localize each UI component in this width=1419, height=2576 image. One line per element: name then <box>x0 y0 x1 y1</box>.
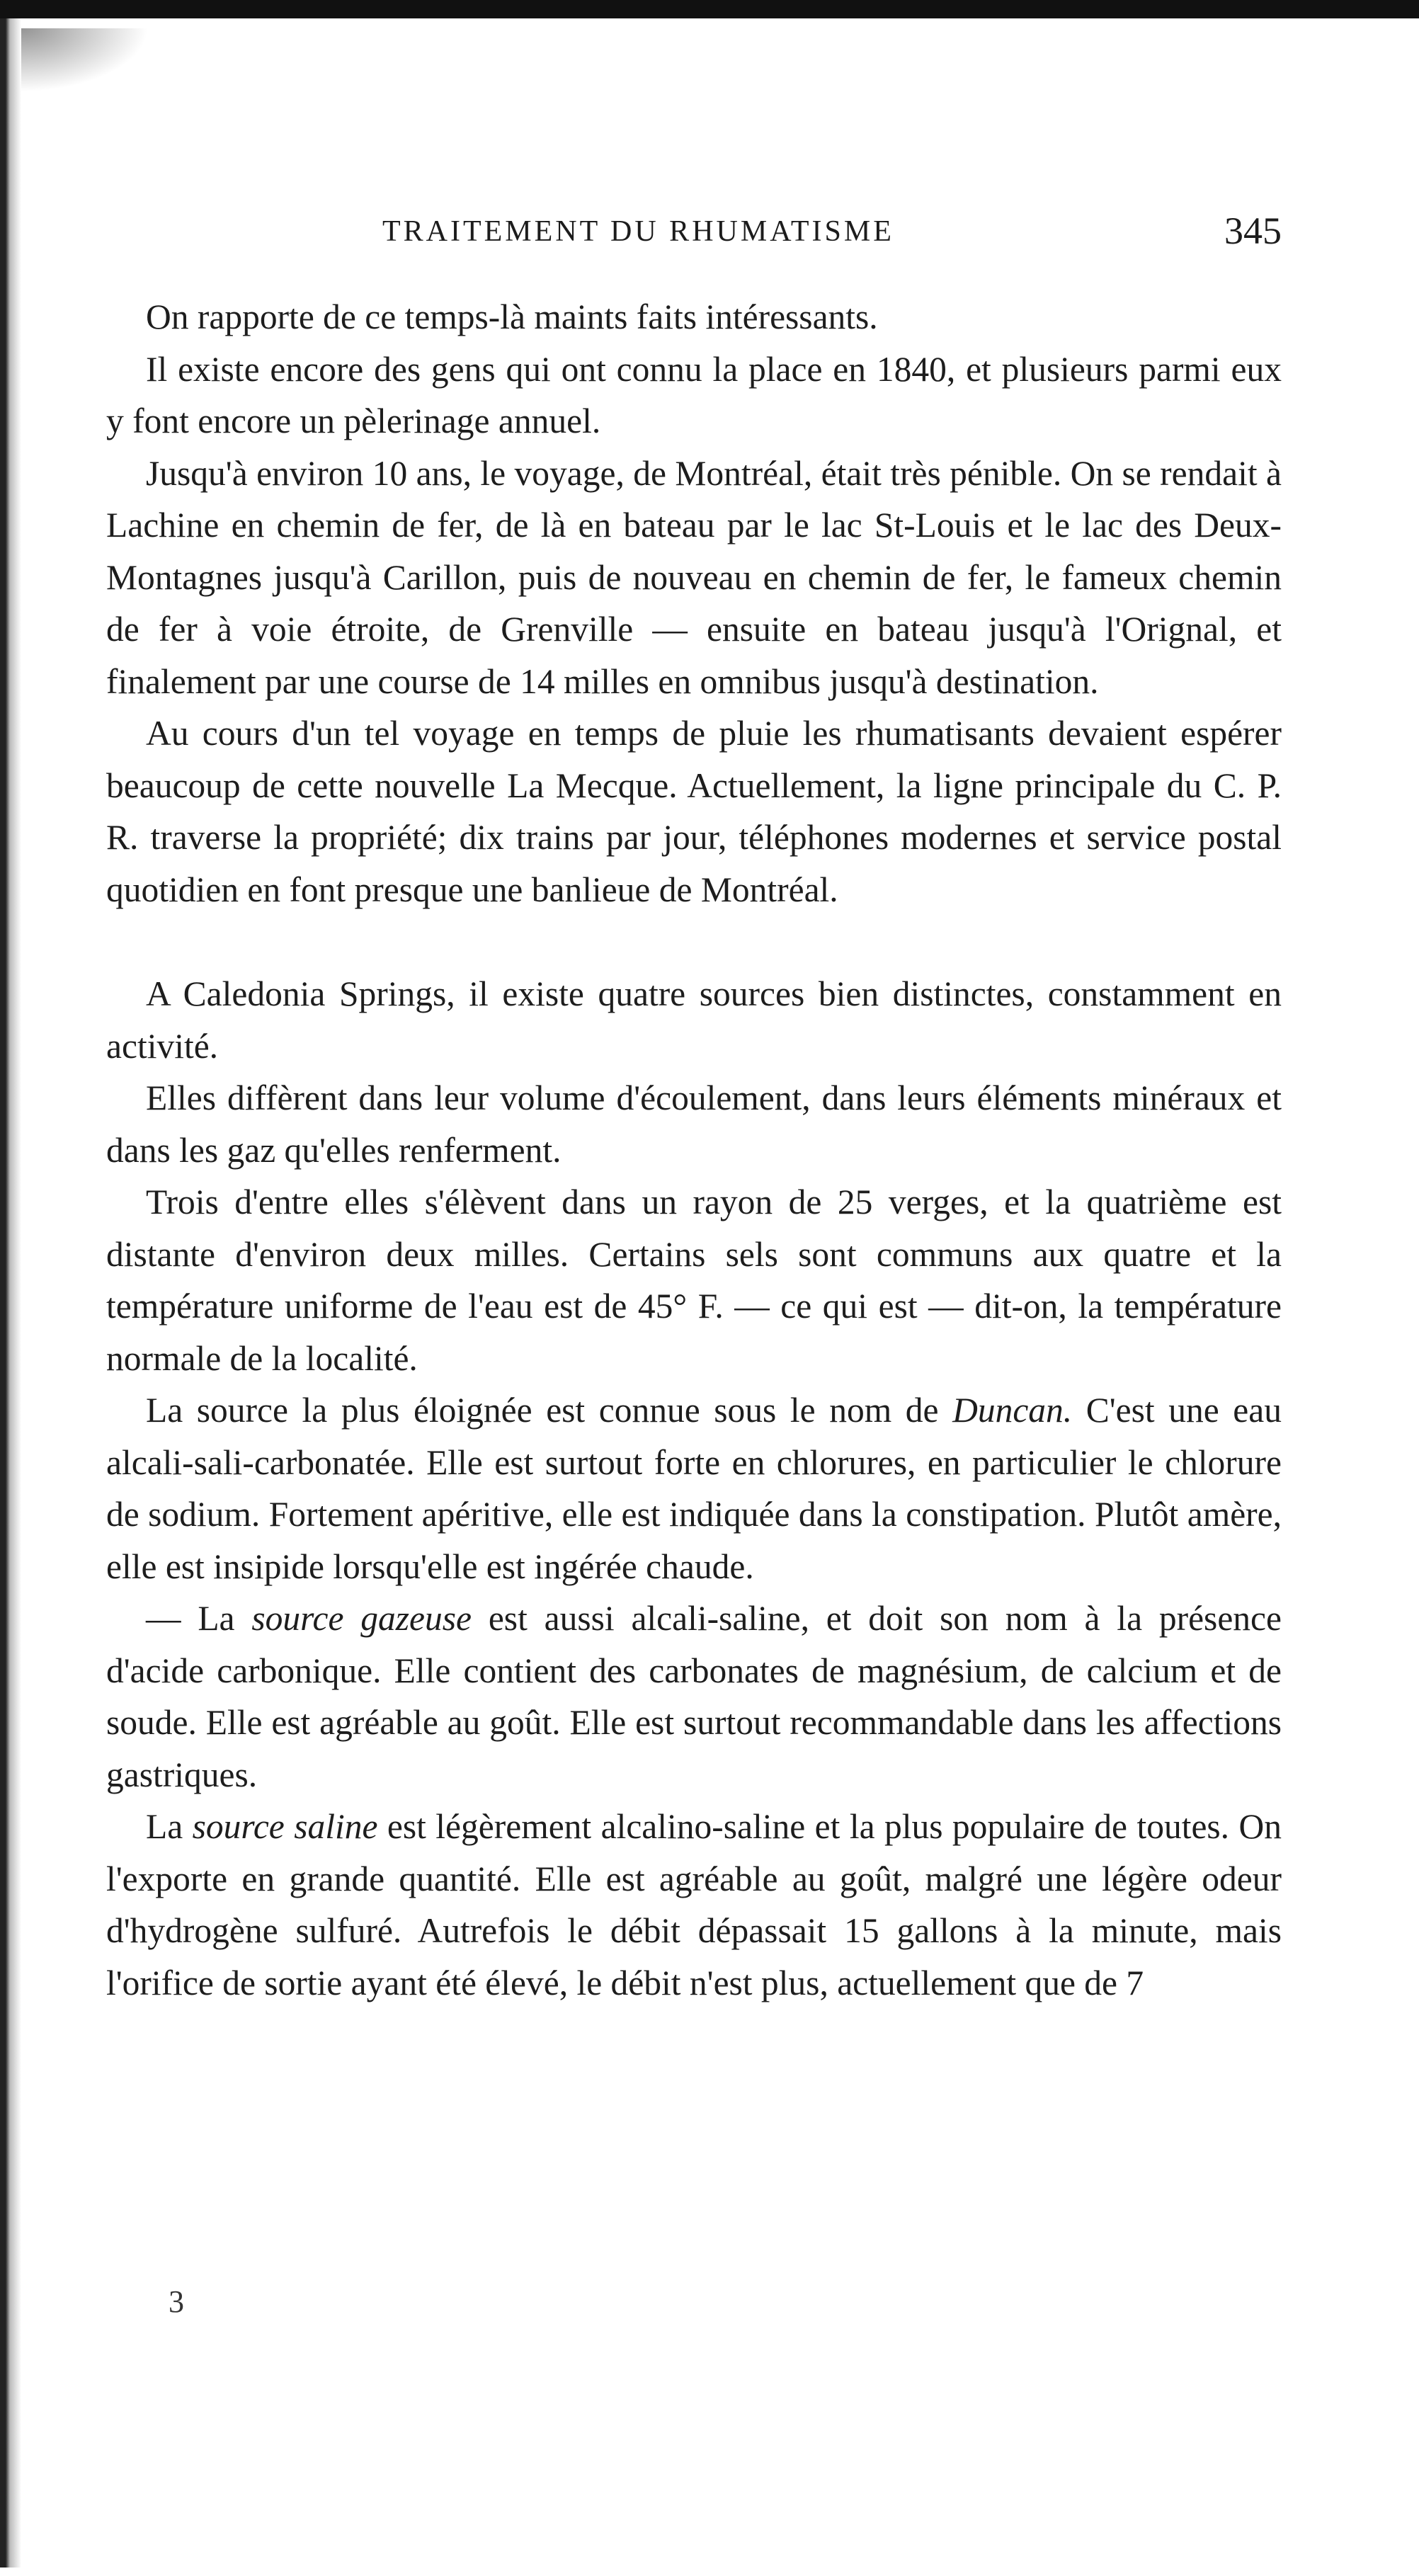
paragraph-10-end: est légèrement alcalino-saline et la plus populaire de toutes. On l'exporte en grande quantité. Elle est agréable au goût, malgré une légère odeur d'hydrogène sulfuré. Autrefois le débit dépassait 15 gallons à la minute, mais l'orifice de sortie ayant été élevé, le débit n'est plus, actuellement que de 7 <box>106 1807 1282 2002</box>
paragraph-9-italic: source gazeuse <box>251 1599 472 1638</box>
paragraph-4: Au cours d'un tel voyage en temps de pluie les rhumatisants devaient espérer beaucoup de cette nouvelle La Mecque. Actuellement, la ligne principale du C. P. R. traverse la propriété; dix trains par jour, téléphones modernes et service postal quotidien en font presque une banlieue de Montréal. <box>106 714 1282 909</box>
paragraph-8 <box>106 1384 1282 1592</box>
body-text <box>106 291 1282 2009</box>
paragraph-9 <box>106 1592 1282 1801</box>
left-scan-edge <box>0 18 21 2568</box>
paragraph-8-italic: Duncan. <box>952 1391 1073 1430</box>
paragraph-8-start: La source la plus éloignée est connue sous le nom de <box>146 1391 953 1430</box>
paragraph-6: Elles diffèrent dans leur volume d'écoulement, dans leurs éléments minéraux et dans les gaz qu'elles renferment. <box>106 1078 1282 1170</box>
paragraph-10-start: La <box>146 1807 193 1846</box>
paragraph-9-end: est aussi alcali-saline, et doit son nom à la présence d'acide carbonique. Elle contient des carbonates de magnésium, de calcium et de soude. Elle est agréable au goût. Elle est surtout recommandable dans les affections gastriques. <box>106 1599 1282 1794</box>
top-border <box>0 0 1419 18</box>
paragraph-5: A Caledonia Springs, il existe quatre sources bien distinctes, constamment en activité. <box>106 974 1282 1066</box>
page-header <box>106 209 1282 258</box>
running-title: TRAITEMENT DU RHUMATISME <box>382 215 894 248</box>
signature-mark: 3 <box>169 2284 184 2319</box>
paragraph-10 <box>106 1801 1282 2009</box>
paragraph-8-end: C'est une eau alcali-sali-carbonatée. Elle est surtout forte en chlorures, en particulier le chlorure de sodium. Fortement apéritive, elle est indiquée dans la constipation. Plutôt amère, elle est insipide lorsqu'elle est ingérée chaude. <box>106 1391 1282 1586</box>
page-number: 345 <box>1224 210 1282 252</box>
paragraph-10-italic: source saline <box>192 1807 378 1846</box>
page-content <box>106 209 1282 2009</box>
paragraph-7: Trois d'entre elles s'élèvent dans un rayon de 25 verges, et la quatrième est distante d'environ deux milles. Certains sels sont communs aux quatre et la température uniforme de l'eau est de 45° F. — ce qui est — dit-on, la température normale de la localité. <box>106 1182 1282 1378</box>
paragraph-1: On rapporte de ce temps-là maints faits intéressants. <box>146 297 878 336</box>
paragraph-9-start: — La <box>146 1599 252 1638</box>
paragraph-3: Jusqu'à environ 10 ans, le voyage, de Montréal, était très pénible. On se rendait à Lachine en chemin de fer, de là en bateau par le lac St-Louis et le lac des Deux-Montagnes jusqu'à Carillon, puis de nouveau en chemin de fer, le fameux chemin de fer à voie étroite, de Grenville — ensuite en bateau jusqu'à l'Orignal, et finalement par une course de 14 milles en omnibus jusqu'à destination. <box>106 453 1282 701</box>
paragraph-2: Il existe encore des gens qui ont connu la place en 1840, et plusieurs parmi eux y font encore un pèlerinage annuel. <box>106 349 1282 440</box>
corner-smudge <box>21 28 149 92</box>
